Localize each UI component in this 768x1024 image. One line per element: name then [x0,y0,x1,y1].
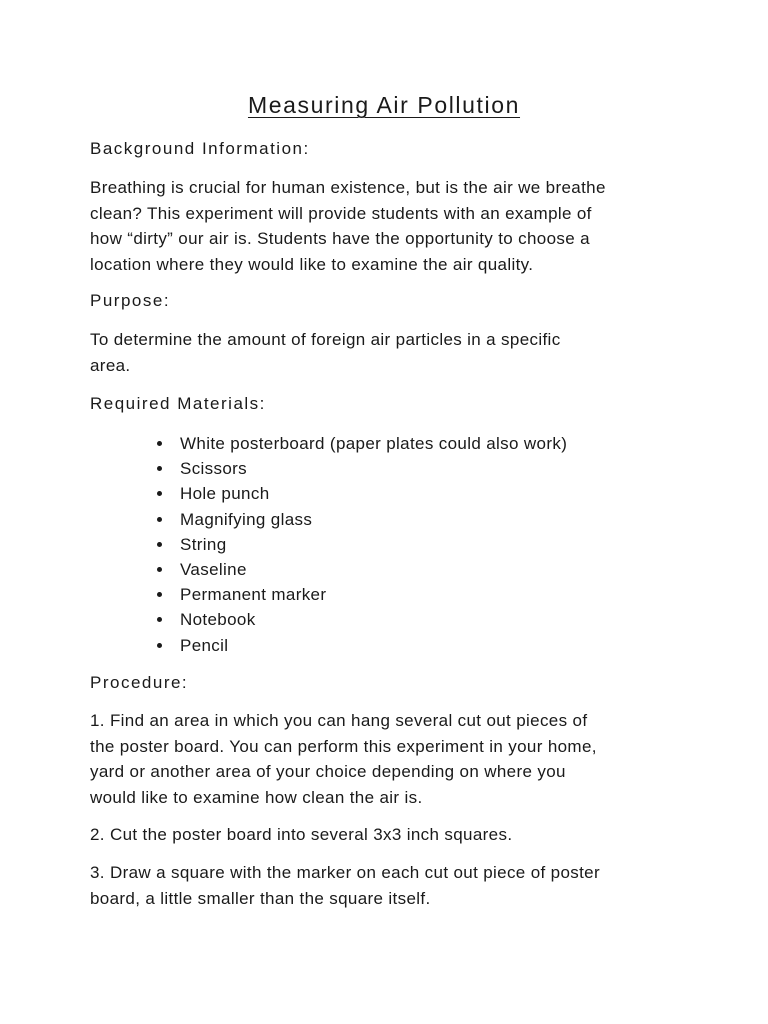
list-item [157,507,567,532]
paragraph-line: 3. Draw a square with the marker on each cut out piece of poster [90,863,600,882]
paragraph-line: yard or another area of your choice depending on where you [90,762,566,781]
procedure-step-3 [90,860,690,911]
procedure-heading: Procedure: [90,673,189,692]
bullet-icon [157,466,162,471]
list-item-text: Hole punch [180,484,270,504]
materials-heading: Required Materials: [90,394,266,413]
paragraph-line: board, a little smaller than the square itself. [90,888,431,908]
list-item [157,456,567,481]
bullet-icon [157,517,162,522]
bullet-icon [157,617,162,622]
paragraph-line: would like to examine how clean the air is. [90,787,423,807]
paragraph-line: 1. Find an area in which you can hang several cut out pieces of [90,711,588,730]
list-item-text: Magnifying glass [180,509,313,529]
list-item-text: Scissors [180,459,248,479]
paragraph-line: location where they would like to examine the air quality. [90,254,534,274]
paragraph-line: clean? This experiment will provide students with an example of [90,203,592,223]
list-item [157,582,567,607]
materials-list [157,431,567,658]
paragraph-line: how “dirty” our air is. Students have the opportunity to choose a [90,229,590,248]
purpose-paragraph [90,327,690,378]
procedure-step-1 [90,708,690,810]
list-item [157,481,567,506]
list-item-text: Notebook [180,610,256,630]
paragraph-line: Breathing is crucial for human existence, but is the air we breathe [90,178,606,197]
bullet-icon [157,441,162,446]
list-item [157,633,567,658]
list-item-text: String [180,534,227,554]
paragraph-line: the poster board. You can perform this experiment in your home, [90,736,597,756]
bullet-icon [157,542,162,547]
document-title: Measuring Air Pollution [247,92,521,118]
bullet-icon [157,592,162,597]
list-item [157,532,567,557]
background-heading: Background Information: [90,139,310,158]
paragraph-line: To determine the amount of foreign air particles in a specific [90,330,561,349]
bullet-icon [157,643,162,648]
bullet-icon [157,491,162,496]
procedure-step-2 [90,822,690,848]
list-item-text: White posterboard (paper plates could also work) [180,434,568,453]
list-item [157,431,567,456]
purpose-heading: Purpose: [90,291,171,310]
list-item-text: Pencil [180,635,229,655]
list-item [157,557,567,582]
list-item-text: Permanent marker [180,585,327,605]
list-item [157,607,567,632]
bullet-icon [157,567,162,572]
list-item-text: Vaseline [180,559,247,579]
background-paragraph [90,175,690,277]
paragraph-line: area. [90,355,131,375]
paragraph-line: 2. Cut the poster board into several 3x3 inch squares. [90,825,513,844]
